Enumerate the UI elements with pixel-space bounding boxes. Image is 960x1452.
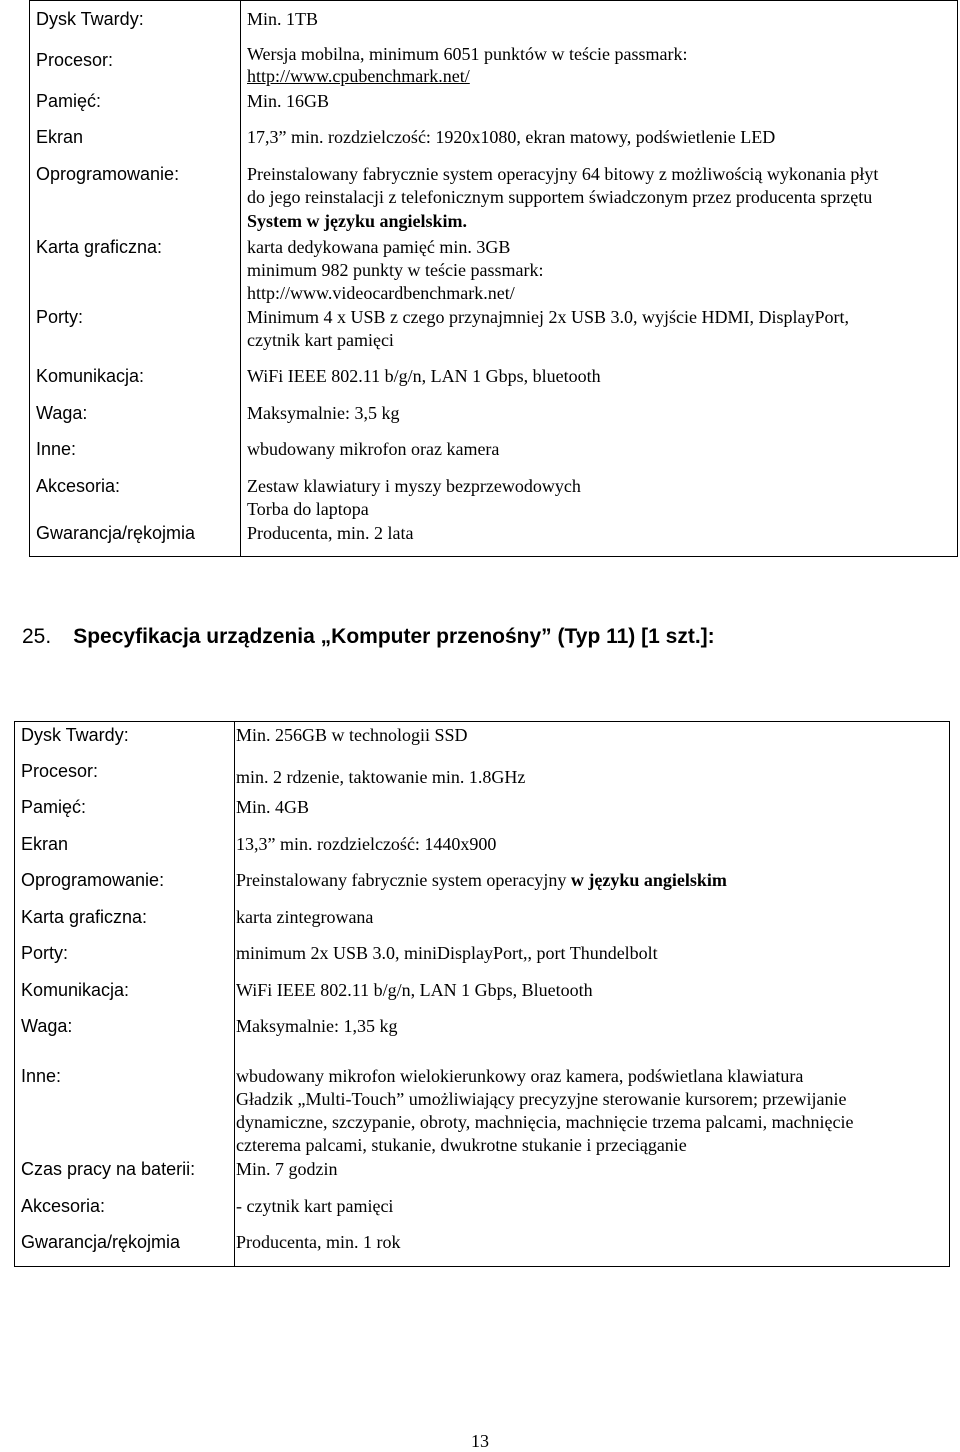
value-other-line-3: dynamiczne, szczypanie, obroty, machnięcia, machnięcie trzema palcami, machnięcie bbox=[236, 1112, 854, 1132]
label-graphics: Karta graficzna: bbox=[36, 237, 163, 257]
value-graphics: karta zintegrowana bbox=[236, 907, 374, 927]
label-ports: Porty: bbox=[36, 307, 84, 327]
label-warranty: Gwarancja/rękojmia bbox=[36, 523, 196, 543]
value-software-line-1: Preinstalowany fabrycznie system operacyjny 64 bitowy z możliwością wykonania płyt bbox=[247, 164, 879, 184]
label-screen: Ekran bbox=[36, 127, 84, 147]
label-other: Inne: bbox=[36, 439, 77, 459]
label-communication: Komunikacja: bbox=[21, 980, 130, 1000]
value-disk: Min. 1TB bbox=[247, 9, 319, 29]
value-communication: WiFi IEEE 802.11 b/g/n, LAN 1 Gbps, bluetooth bbox=[247, 366, 601, 386]
value-other-line-4: czterema palcami, stukanie, dwukrotne stukanie i przeciąganie bbox=[236, 1135, 687, 1155]
value-cpu-link: http://www.cpubenchmark.net/ bbox=[247, 66, 470, 86]
label-warranty: Gwarancja/rękojmia bbox=[21, 1232, 181, 1252]
label-other: Inne: bbox=[21, 1066, 62, 1086]
value-software-text: Preinstalowany fabrycznie system operacyjny bbox=[236, 870, 567, 890]
value-graphics-line-2: minimum 982 punkty w teście passmark: bbox=[247, 260, 544, 280]
page-number: 13 bbox=[471, 1431, 489, 1451]
label-cpu: Procesor: bbox=[21, 761, 99, 781]
value-software-line-3: System w języku angielskim. bbox=[247, 211, 467, 231]
value-software-line-2: do jego reinstalacji z telefonicznym supportem świadczonym przez producenta sprzętu bbox=[247, 187, 873, 207]
value-weight: Maksymalnie: 1,35 kg bbox=[236, 1016, 398, 1036]
label-software: Oprogramowanie: bbox=[21, 870, 165, 890]
section-title: Specyfikacja urządzenia „Komputer przenośny” (Typ 11) [1 szt.]: bbox=[73, 625, 715, 648]
value-accessories-line-1: Zestaw klawiatury i myszy bezprzewodowych bbox=[247, 476, 581, 496]
value-graphics-link: http://www.videocardbenchmark.net/ bbox=[247, 283, 515, 303]
label-disk: Dysk Twardy: bbox=[36, 9, 144, 29]
value-other-line-1: wbudowany mikrofon wielokierunkowy oraz kamera, podświetlana klawiatura bbox=[236, 1066, 804, 1086]
value-communication: WiFi IEEE 802.11 b/g/n, LAN 1 Gbps, Bluetooth bbox=[236, 980, 593, 1000]
table-column-divider bbox=[234, 722, 235, 1266]
value-accessories: - czytnik kart pamięci bbox=[236, 1196, 394, 1216]
label-memory: Pamięć: bbox=[36, 91, 102, 111]
label-cpu: Procesor: bbox=[36, 50, 114, 70]
value-other-line-2: Gładzik „Multi-Touch” umożliwiający precyzyjne sterowanie kursorem; przewijanie bbox=[236, 1089, 847, 1109]
value-warranty: Producenta, min. 2 lata bbox=[247, 523, 414, 543]
label-weight: Waga: bbox=[21, 1016, 73, 1036]
label-communication: Komunikacja: bbox=[36, 366, 145, 386]
value-ports-line-1: Minimum 4 x USB z czego przynajmniej 2x USB 3.0, wyjście HDMI, DisplayPort, bbox=[247, 307, 849, 327]
label-memory: Pamięć: bbox=[21, 797, 87, 817]
value-graphics-line-1: karta dedykowana pamięć min. 3GB bbox=[247, 237, 511, 257]
label-software: Oprogramowanie: bbox=[36, 164, 180, 184]
label-accessories: Akcesoria: bbox=[36, 476, 121, 496]
value-cpu: Wersja mobilna, minimum 6051 punktów w teście passmark: bbox=[247, 44, 688, 64]
value-weight: Maksymalnie: 3,5 kg bbox=[247, 403, 400, 423]
value-memory: Min. 4GB bbox=[236, 797, 310, 817]
value-screen: 13,3” min. rozdzielczość: 1440x900 bbox=[236, 834, 497, 854]
value-screen: 17,3” min. rozdzielczość: 1920x1080, ekran matowy, podświetlenie LED bbox=[247, 127, 776, 147]
value-software bbox=[236, 869, 727, 891]
label-ports: Porty: bbox=[21, 943, 69, 963]
value-accessories-line-2: Torba do laptopa bbox=[247, 499, 369, 519]
value-ports-line-2: czytnik kart pamięci bbox=[247, 330, 394, 350]
value-battery: Min. 7 godzin bbox=[236, 1159, 338, 1179]
value-ports: minimum 2x USB 3.0, miniDisplayPort,, port Thundelbolt bbox=[236, 943, 658, 963]
label-screen: Ekran bbox=[21, 834, 69, 854]
value-warranty: Producenta, min. 1 rok bbox=[236, 1232, 401, 1252]
label-graphics: Karta graficzna: bbox=[21, 907, 148, 927]
label-battery: Czas pracy na baterii: bbox=[21, 1159, 196, 1179]
value-cpu: min. 2 rdzenie, taktowanie min. 1.8GHz bbox=[236, 767, 526, 787]
value-software-language: w języku angielskim bbox=[570, 870, 727, 890]
label-disk: Dysk Twardy: bbox=[21, 725, 129, 745]
section-number: 25. bbox=[22, 625, 52, 648]
value-other: wbudowany mikrofon oraz kamera bbox=[247, 439, 500, 459]
table-column-divider bbox=[240, 1, 241, 556]
value-memory: Min. 16GB bbox=[247, 91, 330, 111]
value-disk: Min. 256GB w technologii SSD bbox=[236, 725, 468, 745]
section-heading bbox=[22, 624, 715, 650]
label-accessories: Akcesoria: bbox=[21, 1196, 106, 1216]
label-weight: Waga: bbox=[36, 403, 88, 423]
